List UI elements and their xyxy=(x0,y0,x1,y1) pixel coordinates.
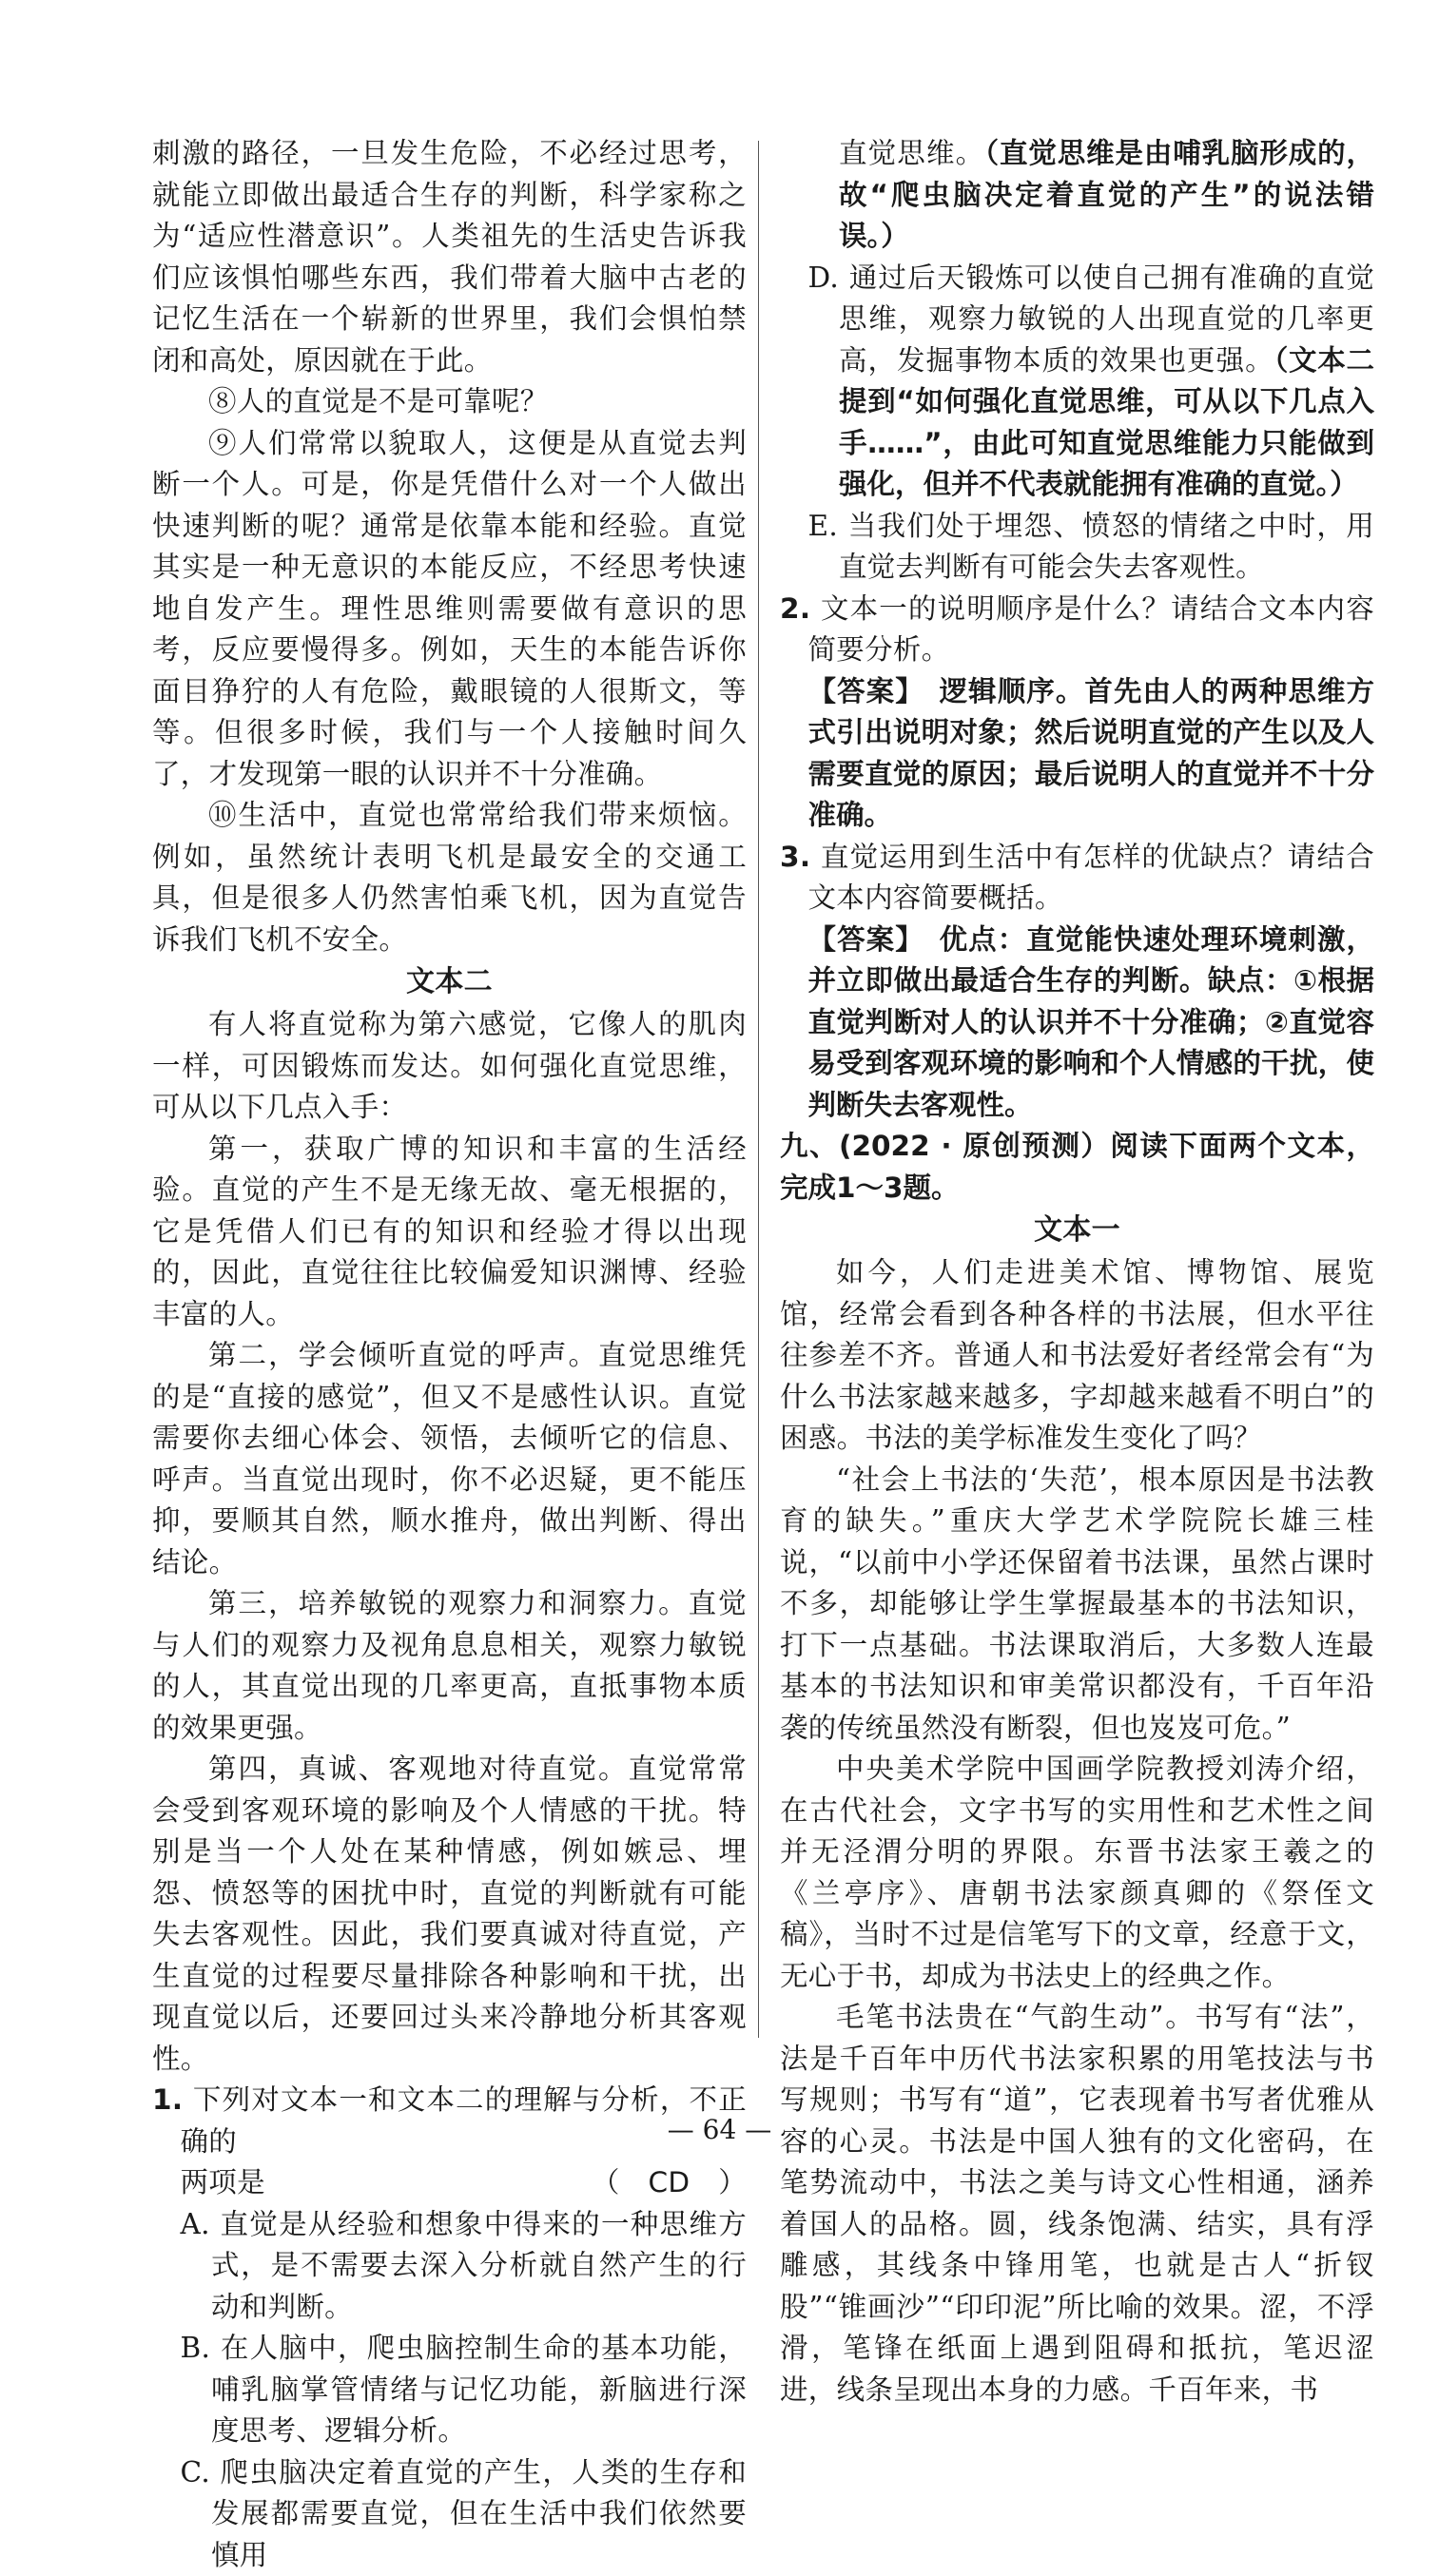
paragraph-9: ⑨人们常常以貌取人，这便是从直觉去判断一个人。可是，你是凭借什么对一个人做出快速判断的呢？通常是依靠本能和经验。直觉其实是一种无意识的本能反应，不经思考快速地自发产生。理性思维则需要做有意识的思考，反应要慢得多。例如，天生的本能告诉你面目狰狞的人有危险，戴眼镜的人很斯文，等等。但很多时候，我们与一个人接触时间久了，才发现第一眼的认识并不十分准确。 xyxy=(152,423,747,796)
page-number: — 64 — xyxy=(0,2114,1439,2145)
question-1-text-2: 两项是 xyxy=(181,2162,265,2204)
option-c-continuation xyxy=(780,133,1374,258)
text2-paragraph-5: 第四，真诚、客观地对待直觉。直觉常常会受到客观环境的影响及个人情感的干扰。特别是当一个人处在某种情感，例如嫉忌、埋怨、愤怒等的困扰中时，直觉的判断就有可能失去客观性。因此，我们要真诚对待直觉，产生直觉的过程要尽量排除各种影响和干扰，出现直觉以后，还要回过头来冷静地分析其客观性。 xyxy=(152,1749,747,2080)
section9-paragraph-1: 如今，人们走进美术馆、博物馆、展览馆，经常会看到各种各样的书法展，但水平往往参差不齐。普通人和书法爱好者经常会有“为什么书法家越来越多，字却越来越看不明白”的困惑。书法的美学标准发生变化了吗？ xyxy=(780,1252,1374,1460)
paragraph-continuation: 刺激的路径，一旦发生危险，不必经过思考，就能立即做出最适合生存的判断，科学家称之为“适应性潜意识”。人类祖先的生活史告诉我们应该惧怕哪些东西，我们带着大脑中古老的记忆生活在一个崭新的世界里，我们会惧怕禁闭和高处，原因就在于此。 xyxy=(152,133,747,381)
section9-paragraph-2: “社会上书法的‘失范’，根本原因是书法教育的缺失。”重庆大学艺术学院院长雄三桂说，“以前中小学还保留着书法课，虽然占课时不多，却能够让学生掌握最基本的书法知识，打下一点基础。书法课取消后，大多数人连最基本的书法知识和审美常识都没有，千百年沿袭的传统虽然没有断裂，但也岌岌可危。” xyxy=(780,1460,1374,1750)
option-c-explanation: （直觉思维是由哺乳脑形成的，故“爬虫脑决定着直觉的产生”的说法错误。） xyxy=(839,137,1374,252)
paragraph-8: ⑧人的直觉是不是可靠呢？ xyxy=(152,381,747,423)
column-divider xyxy=(758,141,759,2038)
section-9-instruction: 九、(2022 · 原创预测）阅读下面两个文本，完成1～3题。 xyxy=(780,1126,1374,1209)
text2-paragraph-2: 第一，获取广博的知识和丰富的生活经验。直觉的产生不是无缘无故、毫无根据的，它是凭借人们已有的知识和经验才得以出现的，因此，直觉往往比较偏爱知识渊博、经验丰富的人。 xyxy=(152,1129,747,1336)
option-d xyxy=(780,258,1374,506)
left-column xyxy=(152,133,747,2576)
option-c: C. 爬虫脑决定着直觉的产生，人类的生存和发展都需要直觉，但在生活中我们依然要慎用 xyxy=(152,2452,747,2576)
text2-paragraph-3: 第二，学会倾听直觉的呼声。直觉思维凭的是“直接的感觉”，但又不是感性认识。直觉需要你去细心体会、领悟，去倾听它的信息、呼声。当直觉出现时，你不必迟疑，更不能压抑，要顺其自然，顺水推舟，做出判断、得出结论。 xyxy=(152,1335,747,1583)
question-3 xyxy=(780,837,1374,920)
text2-paragraph-4: 第三，培养敏锐的观察力和洞察力。直觉与人们的观察力及视角息息相关，观察力敏锐的人，其直觉出现的几率更高，直抵事物本质的效果更强。 xyxy=(152,1583,747,1749)
paragraph-10: ⑩生活中，直觉也常常给我们带来烦恼。例如，虽然统计表明飞机是最安全的交通工具，但是很多人仍然害怕乘飞机，因为直觉告诉我们飞机不安全。 xyxy=(152,795,747,960)
right-column xyxy=(780,133,1374,2411)
question-3-number: 3. xyxy=(780,841,810,873)
option-b: B. 在人脑中，爬虫脑控制生命的基本功能，哺乳脑掌管情绪与记忆功能，新脑进行深度思考、逻辑分析。 xyxy=(152,2328,747,2452)
option-d-text: D. 通过后天锻炼可以使自己拥有准确的直觉思维，观察力敏锐的人出现直觉的几率更高，发掘事物本质的效果也更强。 xyxy=(808,261,1375,377)
question-3-text: 直觉运用到生活中有怎样的优缺点？请结合文本内容简要概括。 xyxy=(808,841,1375,915)
question-2-text: 文本一的说明顺序是什么？请结合文本内容简要分析。 xyxy=(808,592,1375,667)
text2-heading: 文本二 xyxy=(152,960,747,1004)
question-3-answer: 【答案】 优点：直觉能快速处理环境刺激，并立即做出最适合生存的判断。缺点：①根据直觉判断对人的认识并不十分准确；②直觉容易受到客观环境的影响和个人情感的干扰，使判断失去客观性。 xyxy=(780,920,1374,1127)
text1-heading: 文本一 xyxy=(780,1209,1374,1252)
question-2-answer: 【答案】 逻辑顺序。首先由人的两种思维方式引出说明对象；然后说明直觉的产生以及人需要直觉的原因；最后说明人的直觉并不十分准确。 xyxy=(780,671,1374,837)
question-2 xyxy=(780,589,1374,671)
question-2-number: 2. xyxy=(780,592,810,625)
text2-paragraph-1: 有人将直觉称为第六感觉，它像人的肌肉一样，可因锻炼而发达。如何强化直觉思维，可从以下几点入手： xyxy=(152,1004,747,1129)
option-c-end: 直觉思维。 xyxy=(839,137,984,169)
question-1-text: 下列对文本一和文本二的理解与分析，不正确的 xyxy=(181,2083,748,2158)
option-d-explanation: （文本二提到“如何强化直觉思维，可从以下几点入手……”，由此可知直觉思维能力只能做到强化，但并不代表就能拥有准确的直觉。） xyxy=(839,344,1374,501)
section9-paragraph-4: 毛笔书法贵在“气韵生动”。书写有“法”，法是千百年中历代书法家积累的用笔技法与书写规则；书写有“道”，它表现着书写者优雅从容的心灵。书法是中国人独有的文化密码，在笔势流动中，书法之美与诗文心性相通，涵养着国人的品格。圆，线条饱满、结实，具有浮雕感，其线条中锋用笔，也就是古人“折钗股”“锥画沙”“印印泥”所比喻的效果。涩，不浮滑，笔锋在纸面上遇到阻碍和抵抗，笔迟涩进，线条呈现出本身的力感。千百年来，书 xyxy=(780,1997,1374,2411)
question-1-number: 1. xyxy=(152,2083,183,2116)
section9-paragraph-3: 中央美术学院中国画学院教授刘涛介绍，在古代社会，文字书写的实用性和艺术性之间并无泾渭分明的界限。东晋书法家王羲之的《兰亭序》、唐朝书法家颜真卿的《祭侄文稿》，当时不过是信笔写下的文章，经意于文，无心于书，却成为书法史上的经典之作。 xyxy=(780,1749,1374,1997)
question-1-stem xyxy=(152,2162,747,2204)
question-1-answer: （ CD ） xyxy=(592,2162,747,2204)
option-a: A. 直觉是从经验和想象中得来的一种思维方式，是不需要去深入分析就自然产生的行动和判断。 xyxy=(152,2204,747,2329)
option-e: E. 当我们处于埋怨、愤怒的情绪之中时，用直觉去判断有可能会失去客观性。 xyxy=(780,506,1374,589)
